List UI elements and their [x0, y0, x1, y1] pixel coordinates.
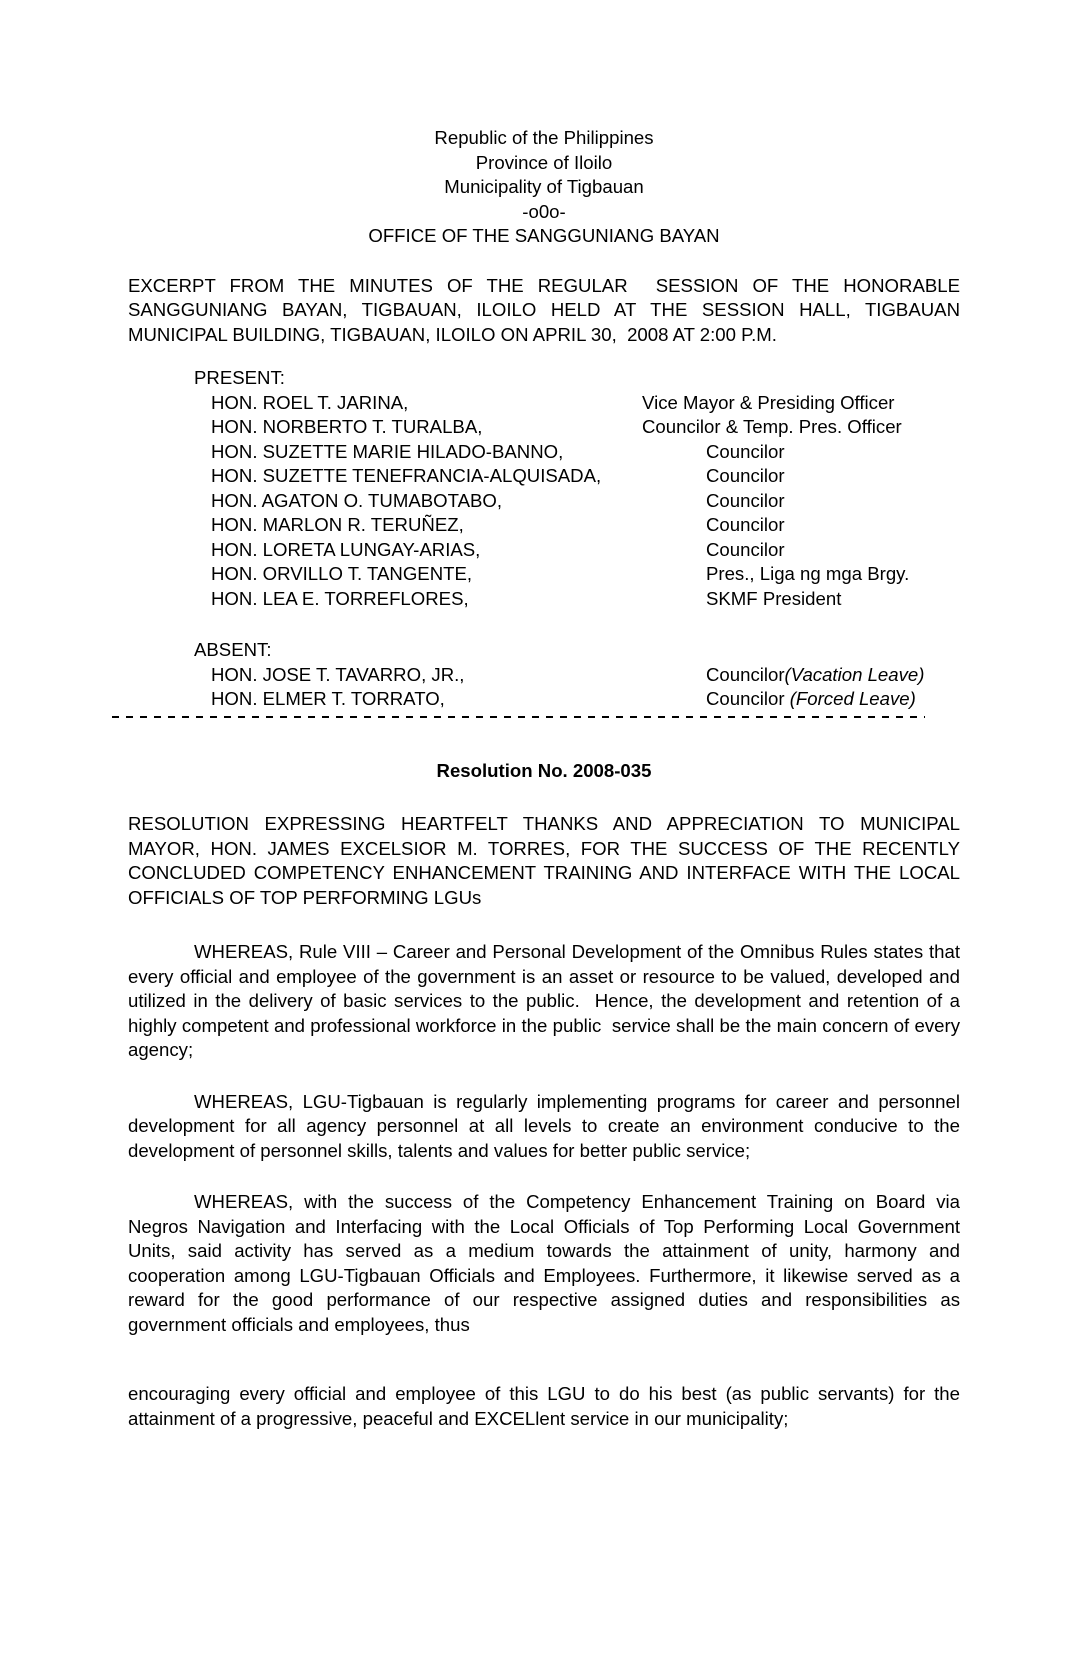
attendee-name: HON. JOSE T. TAVARRO, JR.,	[211, 663, 465, 685]
excerpt-paragraph: EXCERPT FROM THE MINUTES OF THE REGULAR SESSION OF THE HONORABLE SANGGUNIANG BAYAN, TIGBAUAN, ILOILO HELD AT THE SESSION HALL, TIGBAUAN MUNICIPAL BUILDING, TIGBAUAN, ILOILO ON APRIL 30, 2008 AT 2:00 P.M.	[128, 274, 960, 345]
attendee-name: HON. MARLON R. TERUÑEZ,	[211, 514, 464, 535]
resolution-number-heading: Resolution No. 2008-035	[436, 759, 652, 781]
attendance-row	[128, 440, 960, 465]
attendance-row	[128, 587, 960, 612]
attendee-role: Councilor	[706, 514, 785, 535]
attendee-name: HON. NORBERTO T. TURALBA,	[211, 416, 483, 437]
closing-paragraph: encouraging every official and employee of this LGU to do his best (as public servants) for the attainment of a progressive, peaceful and EXCELlent service in our municipality;	[128, 1383, 960, 1429]
attendance-row	[128, 415, 960, 440]
resolution-title: RESOLUTION EXPRESSING HEARTFELT THANKS AND APPRECIATION TO MUNICIPAL MAYOR, HON. JAMES EXCELSIOR M. TORRES, FOR THE SUCCESS OF THE RECENTLY CONCLUDED COMPETENCY ENHANCEMENT TRAINING AND INTERFACE WITH THE LOCAL OFFICIALS OF TOP PERFORMING LGUs	[128, 813, 960, 908]
attendee-role-title: Councilor	[706, 663, 785, 685]
absent-list	[128, 663, 960, 712]
header-line-office: OFFICE OF THE SANGGUNIANG BAYAN	[368, 225, 720, 246]
attendance-row	[128, 489, 960, 514]
attendee-role: Councilor	[706, 489, 785, 511]
attendee-name: HON. LORETA LUNGAY-ARIAS,	[211, 538, 481, 560]
attendee-name: HON. LEA E. TORREFLORES,	[211, 587, 469, 609]
attendee-role: SKMF President	[706, 587, 842, 609]
whereas-paragraph-3: WHEREAS, with the success of the Competency Enhancement Training on Board via Negros Navigation and Interfacing with the Local Officials of Top Performing Local Government Units, said activity has served as a medium towards the attainment of unity, harmony and cooperation among LGU-Tigbauan Officials and Employees. Furthermore, it likewise served as a reward for the good performance of our respective assigned duties and responsibilities as government officials and employees, thus	[128, 1191, 960, 1335]
document-header	[128, 126, 960, 249]
attendance-row	[128, 538, 960, 563]
attendee-name: HON. SUZETTE MARIE HILADO-BANNO,	[211, 440, 564, 462]
header-line-municipality: Municipality of Tigbauan	[444, 176, 644, 197]
present-list	[128, 391, 960, 612]
attendance-row	[128, 464, 960, 489]
attendance-row	[128, 562, 960, 587]
attendee-name: HON. ROEL T. JARINA,	[211, 391, 409, 413]
attendee-role	[706, 687, 916, 712]
whereas-paragraph-1: WHEREAS, Rule VIII – Career and Personal Development of the Omnibus Rules states that every official and employee of the government is an asset or resource to be valued, developed and utilized in the delivery of basic services to the public. Hence, the development and retention of a highly competent and professional workforce in the public service shall be the main concern of every agency;	[128, 941, 960, 1060]
attendee-role: Pres., Liga ng mga Brgy.	[706, 563, 910, 584]
absent-label: ABSENT:	[194, 639, 272, 660]
header-line-republic: Republic of the Philippines	[434, 127, 654, 148]
present-label: PRESENT:	[194, 367, 285, 388]
attendee-name: HON. AGATON O. TUMABOTABO,	[211, 489, 502, 511]
attendance-row	[128, 391, 960, 416]
attendee-role: Councilor	[706, 440, 785, 462]
attendee-role: Councilor & Temp. Pres. Officer	[642, 416, 902, 437]
whereas-paragraph-2: WHEREAS, LGU-Tigbauan is regularly implementing programs for career and personnel development for all agency personnel at all levels to create an environment conducive to the development of personnel skills, talents and values for better public service;	[128, 1090, 960, 1161]
attendance-row	[128, 687, 960, 712]
attendee-role: Councilor	[706, 465, 785, 486]
attendee-role: Vice Mayor & Presiding Officer	[642, 391, 895, 413]
attendee-role-note: (Forced Leave)	[789, 688, 916, 709]
header-line-province: Province of Iloilo	[475, 151, 613, 173]
attendee-role-note: (Vacation Leave)	[784, 663, 925, 685]
attendee-role: Councilor	[706, 538, 785, 560]
attendance-row	[128, 513, 960, 538]
attendee-role	[706, 663, 924, 688]
attendance-row	[128, 663, 960, 688]
attendee-name: HON. ORVILLO T. TANGENTE,	[211, 563, 473, 584]
attendee-name: HON. ELMER T. TORRATO,	[211, 688, 445, 709]
dashed-divider	[112, 716, 925, 718]
attendee-name: HON. SUZETTE TENEFRANCIA-ALQUISADA,	[211, 465, 602, 486]
header-line-ornament: -o0o-	[522, 200, 566, 222]
attendee-role-title: Councilor	[706, 688, 790, 709]
